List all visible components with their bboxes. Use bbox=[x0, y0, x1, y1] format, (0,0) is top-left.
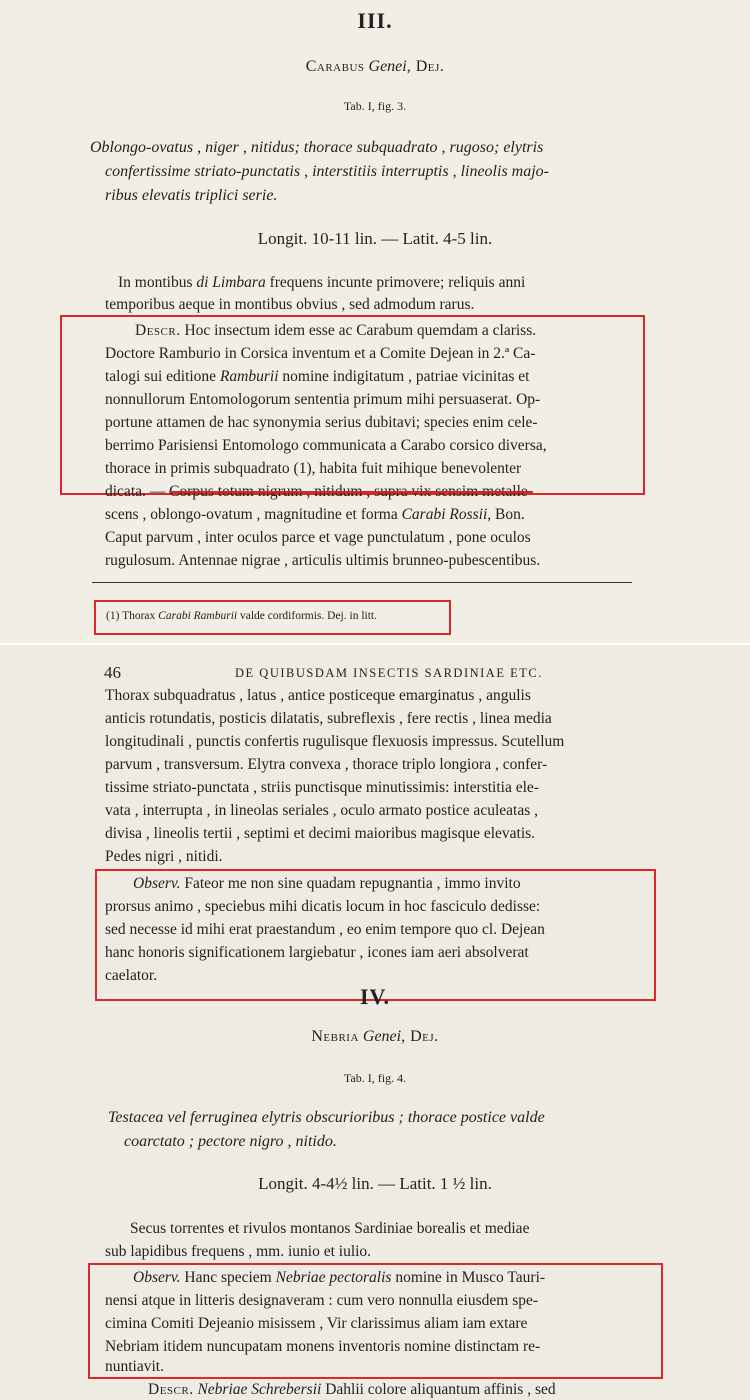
observation-line: cimina Comiti Dejeanio misissem , Vir clarissimus aliam iam extare bbox=[105, 1315, 528, 1332]
description-line: dicata. — Corpus totum nigrum , nitidum , supra vix sensim metalle- bbox=[105, 483, 533, 500]
description-line: nonnullorum Entomologorum sententia primum mihi persuaserat. Op- bbox=[105, 391, 541, 408]
struck-text: Corpus totum nigrum , nitidum , supra vix sensim metalle- bbox=[169, 483, 533, 500]
body-line: tissime striato-punctata , striis punctisque minutissimis: interstitia ele- bbox=[105, 779, 539, 796]
observ-label: Observ. bbox=[133, 875, 181, 892]
description-line: Descr. Nebriae Schrebersii Dahlii colore aliquantum affinis , sed bbox=[148, 1381, 556, 1398]
body-line: anticis rotundatis, posticis dilatatis, subreflexis , fere rectis , linea media bbox=[105, 710, 552, 727]
footnote: (1) Thorax Carabi Ramburii valde cordiformis. Dej. in litt. bbox=[106, 610, 377, 622]
observation-line: hanc honoris significationem largiebatur , icones iam aeri absolverat bbox=[105, 944, 529, 961]
description-line: Doctore Ramburio in Corsica inventum et a Comite Dejean in 2.ª Ca- bbox=[105, 345, 536, 362]
description-line: Descr. Hoc insectum idem esse ac Carabum quemdam a clariss. bbox=[135, 322, 537, 339]
observation-line: Nebriam itidem nuncupatam monens inventoris nomine distinctam re- bbox=[105, 1338, 541, 1355]
measurements: Longit. 10-11 lin. — Latit. 4-5 lin. bbox=[257, 229, 493, 248]
observation-line: nensi atque in litteris designaveram : cum vero nonnulla eiusdem spe- bbox=[105, 1292, 539, 1309]
description-line: portune attamen de hac synonymia serius dubitavi; species enim cele- bbox=[105, 414, 538, 431]
species-epithet: Genei bbox=[368, 58, 407, 75]
diagnosis-line: confertissime striato-punctatis , interstitiis interruptis , lineolis majo- bbox=[105, 163, 549, 180]
page-lower bbox=[0, 645, 750, 1400]
observation-line: Observ. Hanc speciem Nebriae pectoralis nomine in Musco Tauri- bbox=[133, 1269, 546, 1286]
footnote-rule bbox=[92, 582, 632, 583]
plate-reference: Tab. I, fig. 4. bbox=[343, 1071, 407, 1085]
description-line: Caput parvum , inter oculos parce et vage punctulatum , pone oculos bbox=[105, 529, 531, 546]
diagnosis-line: Oblongo-ovatus , niger , nitidus; thorace subquadrato , rugoso; elytris bbox=[90, 139, 544, 156]
observation-line: Observ. Fateor me non sine quadam repugnantia , immo invito bbox=[133, 875, 521, 892]
page-number: 46 bbox=[104, 663, 121, 682]
observation-line: nuntiavit. bbox=[105, 1358, 164, 1375]
body-line: longitudinali , punctis confertis rugulisque flexuosis impressus. Scutellum bbox=[105, 733, 565, 750]
description-line: thorace in primis subquadrato (1), habita fuit mihique benevolenter bbox=[105, 460, 522, 477]
diagnosis-line: Testacea vel ferruginea elytris obscurioribus ; thorace postice valde bbox=[108, 1109, 545, 1126]
genus-name: Nebria bbox=[311, 1028, 359, 1045]
page-upper bbox=[0, 0, 750, 645]
diagnosis-line: coarctato ; pectore nigro , nitido. bbox=[124, 1133, 337, 1150]
description-line: berrimo Parisiensi Entomologo communicata a Carabo corsico diversa, bbox=[105, 437, 547, 454]
description-line: talogi sui editione Ramburii nomine indigitatum , patriae vicinitas et bbox=[105, 368, 530, 385]
habitat-line: temporibus aeque in montibus obvius , sed admodum rarus. bbox=[105, 296, 475, 313]
body-line: divisa , lineolis tertii , septimi et decimi maioribus magisque elevatis. bbox=[105, 825, 536, 842]
habitat-line: sub lapidibus frequens , mm. iunio et iulio. bbox=[105, 1243, 372, 1260]
observation-line: prorsus animo , speciebus mihi dicatis locum in hoc fasciculo dedisse: bbox=[105, 898, 541, 915]
habitat-line: In montibus di Limbara frequens incunte primovere; reliquis anni bbox=[118, 274, 526, 291]
body-line: vata , interrupta , in lineolas seriales , oculo armato postice aculeatas , bbox=[105, 802, 538, 819]
section-numeral-iv: IV. bbox=[359, 984, 391, 1009]
locality-name: di Limbara bbox=[196, 274, 266, 291]
observ-label: Observ. bbox=[133, 1269, 181, 1286]
observation-line: caelator. bbox=[105, 967, 158, 984]
body-line: Thorax subquadratus , latus , antice posticeque emarginatus , angulis bbox=[105, 687, 531, 704]
measurements: Longit. 4-4½ lin. — Latit. 1 ½ lin. bbox=[258, 1174, 492, 1193]
descr-label: Descr. bbox=[148, 1381, 194, 1398]
running-head: DE QUIBUSDAM INSECTIS SARDINIAE ETC. bbox=[235, 666, 543, 680]
description-line: scens , oblongo-ovatum , magnitudine et forma Carabi Rossii, Bon. bbox=[105, 506, 525, 523]
body-line: Pedes nigri , nitidi. bbox=[105, 848, 223, 865]
species-epithet: Genei bbox=[362, 1028, 402, 1045]
observation-line: sed necesse id mihi erat praestandum , eo enim tempore quo cl. Dejean bbox=[105, 921, 545, 938]
diagnosis-line: ribus elevatis triplici serie. bbox=[105, 187, 278, 204]
body-line: parvum , transversum. Elytra convexa , thorace triplo longiora , confer- bbox=[105, 756, 548, 773]
habitat-line: Secus torrentes et rivulos montanos Sardiniae borealis et mediae bbox=[130, 1220, 530, 1237]
plate-reference: Tab. I, fig. 3. bbox=[343, 99, 407, 113]
descr-label: Descr. bbox=[135, 322, 181, 339]
species-heading-carabus bbox=[0, 58, 750, 76]
genus-name: Carabus bbox=[305, 58, 365, 75]
section-numeral-iii: III. bbox=[357, 8, 393, 33]
species-author: , Dej. bbox=[406, 58, 445, 75]
species-heading-nebria bbox=[0, 1028, 750, 1046]
description-line: rugulosum. Antennae nigrae , articulis ultimis brunneo-pubescentibus. bbox=[105, 552, 541, 569]
species-author: , Dej. bbox=[401, 1028, 439, 1045]
